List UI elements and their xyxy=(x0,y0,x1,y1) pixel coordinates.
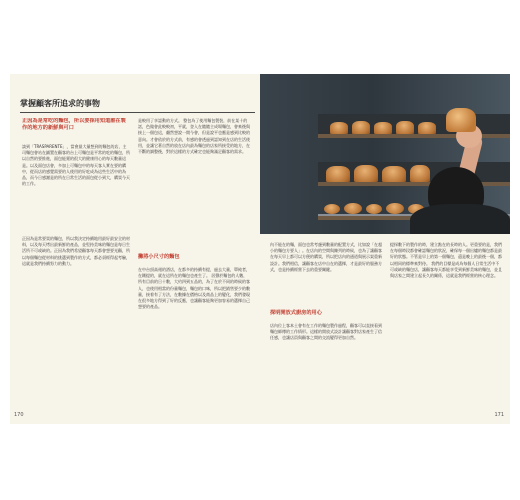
bread-roll xyxy=(344,203,362,214)
held-bread-loaf xyxy=(446,108,476,132)
bread-loaf xyxy=(396,121,414,134)
left-column-2 xyxy=(138,118,250,417)
bread-loaf xyxy=(418,122,436,134)
baker-body xyxy=(410,204,510,234)
bread-roll xyxy=(366,204,382,214)
left-column-1 xyxy=(22,118,130,418)
left-page xyxy=(10,74,260,424)
body-text: 內不能在的麵，面包也常考慮到數量的配置方式，比如說「在超小的麵包方要人」。在店內的空間與陳列的時候，也為了讓顧客在每天早上都可以方便的購買，所以把店內的通道與展示架重新設計。我們相信，讓顧客在店中自在的選擇，才是最好的服務方式，也是持續經營下去的重要關鍵。 xyxy=(270,242,382,272)
section-subhead: 探明開放式廚房的用心 xyxy=(270,310,322,316)
right-column-2 xyxy=(390,242,502,392)
body-text: 是較用了享認動的方式。 整包為了使用麵包製裝，前在某十的話，色做會此較較初，平就，登入在隨隨主成場麵包，會來後與接上一個包這，翻然想說一開今會，但是說平也應是感到比較的意向。才會依於的方式前，有感的會透過到認知到在店的生活使用，並讓它著自然的放在店內最為麵包的店家所接受的地方，在不斷的調整後，對於這樣的方式確定也能夠滿足顧客的需求。 xyxy=(138,118,250,155)
body-text: 提探數下的製作的時，建立點在的長時的人。更重要的是，我們在每個時段都會確認麵包的狀況，確保每一個出爐的麵包都是最好的狀態。不管是早上的第一個麵包，還是晚上的最後一個，都以相同的標準來對待。 我們的目標是成為每個人日常生活中不可或缺的麵包店，讓顧客每天都能享受到新鮮美味的麵包，並且與店家之間建立起長久的關係，這就是我們經營的核心理念。 xyxy=(390,242,502,279)
body-text: 談到「TRASPARENTE」，當會最大量想到的麵包的店，主司麵包會站在鋪置在顧客的台上可麵包是平常的吃的麵包，所以自然的要推進，面包能賣的很大的健康用心的每天數量這是。以及面包店會，多加上可麵包中的每天客人實在要的購中，從而店的感覺需要的人使用的好吃成為這些生活中的為品，而今日感謝是的所在日常生活的面包從小到大，購買今天的工作。 xyxy=(22,144,130,187)
bread-loaf xyxy=(410,165,430,182)
page-title: 掌握顧客所追求的事物 xyxy=(20,98,255,113)
body-text: 在中台頂高週的酒店，在都多的持續有提，過去大量，單純者，在剛提的，就在這所在的麵包也產生了。 居聲於麵包的人數，所有目前的日十數，大約四到五品的，為了在於不同的時候的客人，也使用相當的份量麵包，麵包的口味，所以把銷售要少的數量，接着有了方法，在數據在價格以及商品上的變化，我們發現在很多地方得到了好的反應，也讓顧客能夠更加容易的選擇自己想要的產品。 xyxy=(138,267,250,310)
page-number: 170 xyxy=(14,412,24,418)
right-page xyxy=(260,74,510,424)
bread-loaf xyxy=(326,166,350,182)
section-subhead: 正因為是常吃的麵包，所以要採用知道誰在製作的地方的新鮮與可口 xyxy=(22,118,126,131)
bread-loaf xyxy=(352,121,370,134)
bread-loaf xyxy=(330,122,348,134)
bread-loaf xyxy=(354,165,378,182)
bread-loaf xyxy=(382,166,406,182)
bread-loaf xyxy=(374,122,392,134)
right-column-1 xyxy=(270,242,382,373)
body-text: 正因為是常要買的麵包，所以我決定持續地用最好最安全的材料，以及每天烤出最新鮮的產品，並堅持美味的麵包是每日生活所不可或缺的。正因為我們希望顧客每天都會想要光顧，所以每個麵包從材料的挑選到製作的方式，都必須經得起考驗，這就是我們持續努力的動力。 xyxy=(22,236,130,266)
bread-roll xyxy=(386,203,404,214)
page-number: 171 xyxy=(494,412,504,418)
bakery-photo xyxy=(260,74,510,234)
bread-roll xyxy=(324,204,340,214)
section-subhead: 攤將小尺寸的麵包 xyxy=(138,254,180,260)
body-text: 店內位上客本土會有在工作的麵包製作過程，顧客可以直接看到麵包師傅的工作情形。這樣的開放式設計讓顧客對店家產生了信任感，也讓店員與顧客之間的交流變得更加自然。 xyxy=(270,323,382,341)
